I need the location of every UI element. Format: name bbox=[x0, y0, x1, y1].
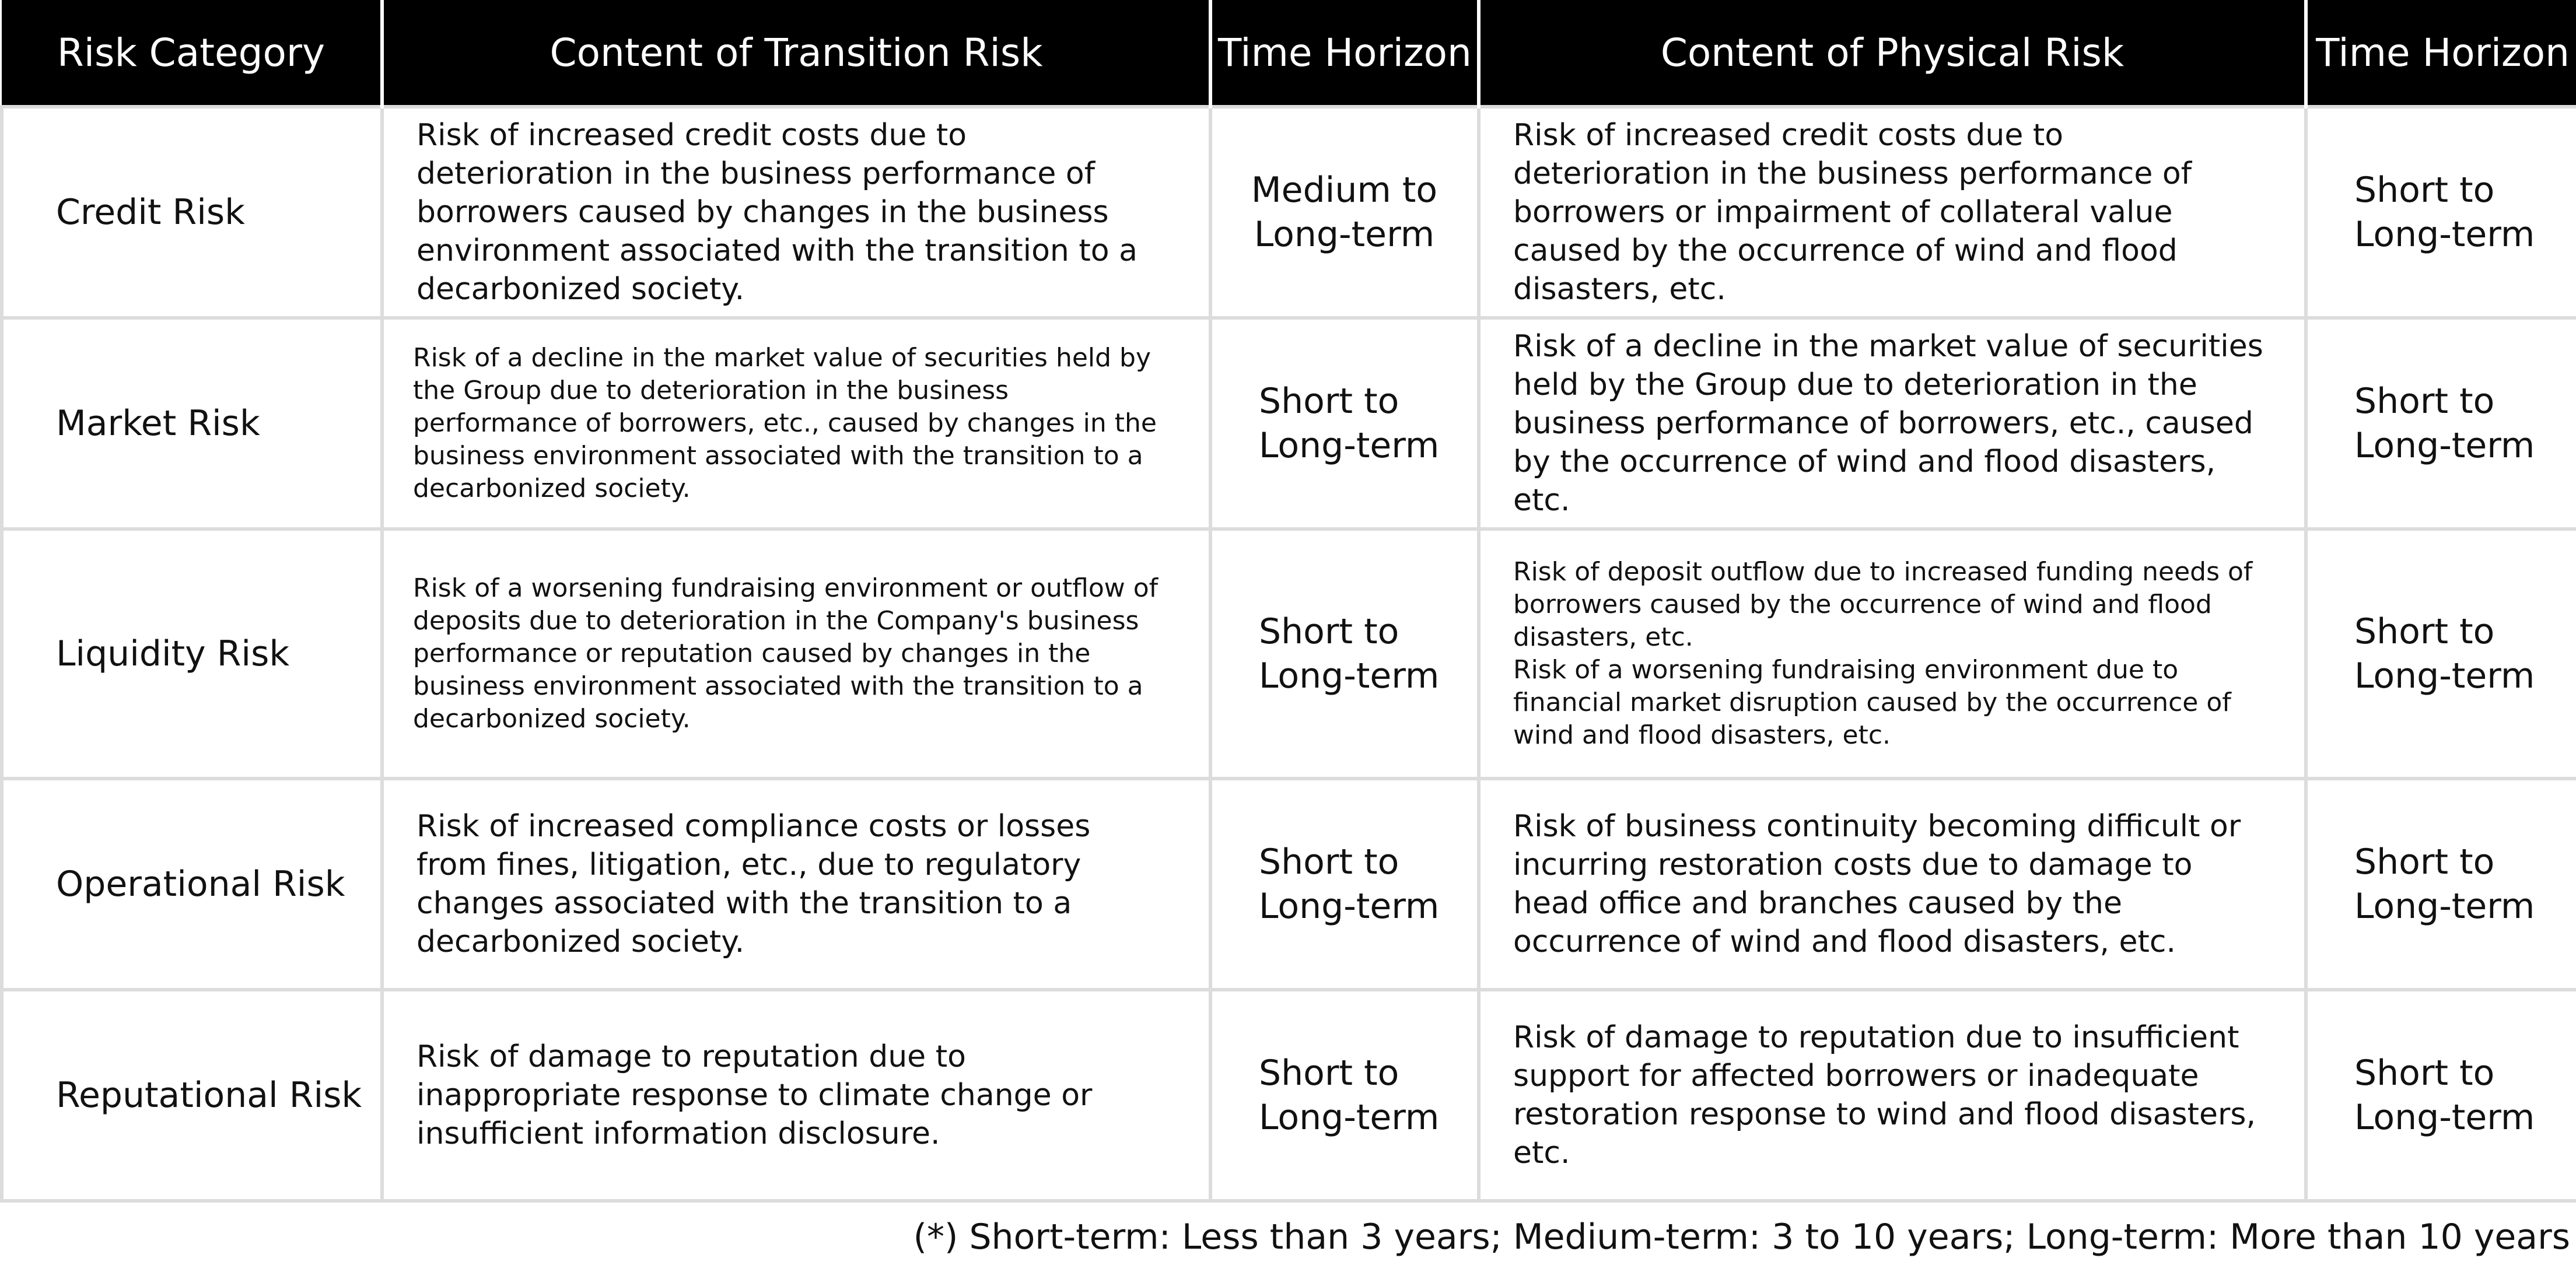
physical-risk-paragraph: Risk of a worsening fundraising environment due to financial market disruption caused by the occurrence of wind and flood disasters, etc. bbox=[1513, 655, 2231, 750]
transition-horizon-cell: Medium to Long-term bbox=[1210, 107, 1479, 318]
table-row-operational-risk bbox=[2, 779, 2576, 990]
physical-horizon-cell: Short to Long-term bbox=[2306, 529, 2576, 779]
physical-horizon-cell: Short to Long-term bbox=[2306, 107, 2576, 318]
risk-category-cell: Market Risk bbox=[2, 318, 382, 529]
transition-horizon-cell: Short to Long-term bbox=[1210, 318, 1479, 529]
physical-risk-cell: Risk of business continuity becoming difficult or incurring restoration costs due to damage to head office and branches caused by the occurrence of wind and flood disasters, etc. bbox=[1479, 779, 2306, 990]
transition-risk-cell: Risk of increased compliance costs or losses from fines, litigation, etc., due to regulatory changes associated with the transition to a decarbonized society. bbox=[382, 779, 1210, 990]
physical-risk-cell: Risk of a decline in the market value of securities held by the Group due to deterioration in the business performance of borrowers, etc., caused by the occurrence of wind and flood disasters, etc. bbox=[1479, 318, 2306, 529]
transition-horizon-cell: Short to Long-term bbox=[1210, 779, 1479, 990]
risk-category-cell: Operational Risk bbox=[2, 779, 382, 990]
physical-risk-cell bbox=[1479, 529, 2306, 779]
physical-risk-cell: Risk of increased credit costs due to deterioration in the business performance of borrowers or impairment of collateral value caused by the occurrence of wind and flood disasters, etc. bbox=[1479, 107, 2306, 318]
footnote: (*) Short-term: Less than 3 years; Medium-term: 3 to 10 years; Long-term: More than 10 years bbox=[913, 1217, 2570, 1257]
table-row-reputational-risk bbox=[2, 990, 2576, 1201]
physical-horizon-cell: Short to Long-term bbox=[2306, 779, 2576, 990]
table-row-liquidity-risk bbox=[2, 529, 2576, 779]
risk-category-cell: Credit Risk bbox=[2, 107, 382, 318]
physical-horizon-cell: Short to Long-term bbox=[2306, 318, 2576, 529]
transition-risk-cell: Risk of increased credit costs due to deterioration in the business performance of borrowers caused by changes in the business environment associated with the transition to a decarbonized society. bbox=[382, 107, 1210, 318]
physical-risk-cell: Risk of damage to reputation due to insufficient support for affected borrowers or inadequate restoration response to wind and flood disasters, etc. bbox=[1479, 990, 2306, 1201]
transition-horizon-cell: Short to Long-term bbox=[1210, 529, 1479, 779]
table-header-row bbox=[2, 0, 2576, 107]
transition-risk-cell: Risk of a decline in the market value of securities held by the Group due to deterioration in the business performance of borrowers, etc., caused by changes in the business environment associated with the transition to a decarbonized society. bbox=[382, 318, 1210, 529]
physical-horizon-cell: Short to Long-term bbox=[2306, 990, 2576, 1201]
transition-risk-cell: Risk of a worsening fundraising environment or outflow of deposits due to deterioration in the Company's business performance or reputation caused by changes in the business environment associated with the transition to a decarbonized society. bbox=[382, 529, 1210, 779]
transition-horizon-cell: Short to Long-term bbox=[1210, 990, 1479, 1201]
header-physical-time-horizon: Time Horizon bbox=[2306, 0, 2576, 107]
physical-risk-paragraph: Risk of deposit outflow due to increased funding needs of borrowers caused by the occurrence of wind and flood disasters, etc. bbox=[1513, 557, 2253, 653]
header-risk-category: Risk Category bbox=[2, 0, 382, 107]
table-row-market-risk bbox=[2, 318, 2576, 529]
risk-category-cell: Liquidity Risk bbox=[2, 529, 382, 779]
header-transition-time-horizon: Time Horizon bbox=[1210, 0, 1479, 107]
transition-risk-cell: Risk of damage to reputation due to inappropriate response to climate change or insufficient information disclosure. bbox=[382, 990, 1210, 1201]
header-physical-risk: Content of Physical Risk bbox=[1479, 0, 2306, 107]
risk-category-cell: Reputational Risk bbox=[2, 990, 382, 1201]
table-row-credit-risk bbox=[2, 107, 2576, 318]
header-transition-risk: Content of Transition Risk bbox=[382, 0, 1210, 107]
